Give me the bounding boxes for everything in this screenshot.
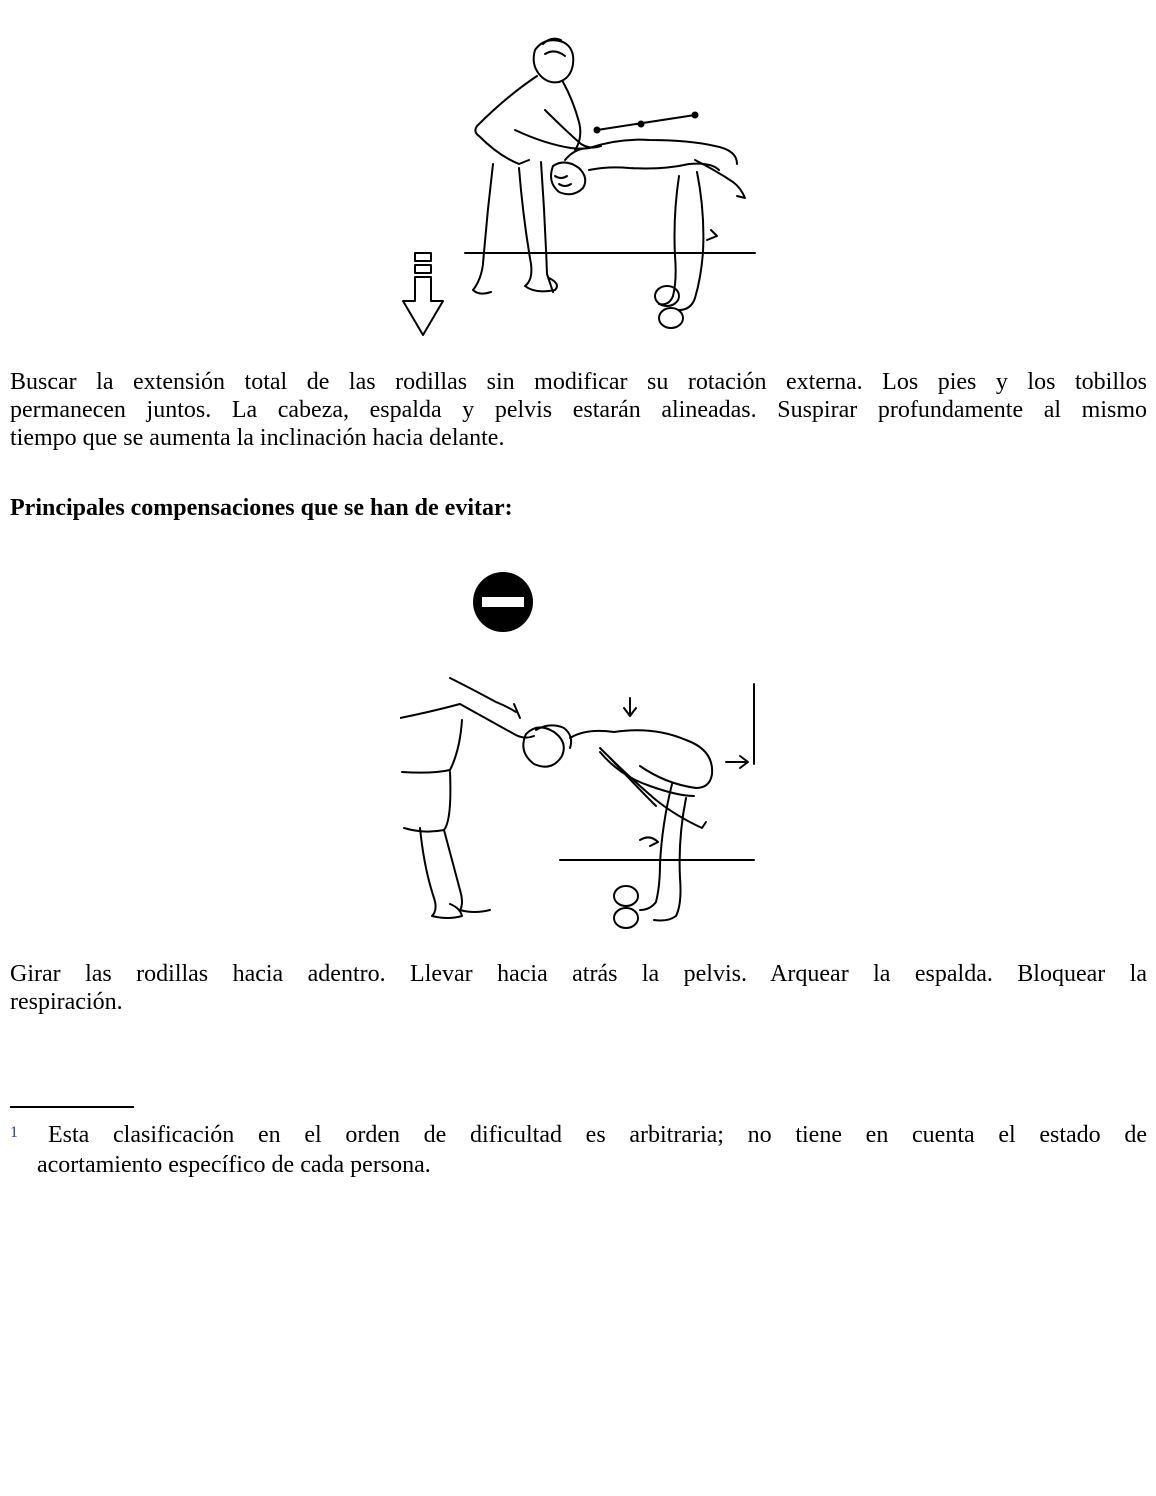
- paragraph-line: Girar las rodillas hacia adentro. Llevar hacia atrás la pelvis. Arquear la espalda. Bloquear la: [10, 961, 1147, 987]
- paragraph-line: permanecen juntos. La cabeza, espalda y pelvis estarán alineadas. Suspirar profundamente al mismo: [10, 397, 1147, 423]
- paragraph-compensations: [10, 960, 1147, 1016]
- section-heading: Principales compensaciones que se han de evitar:: [10, 495, 513, 521]
- footnote-divider: [10, 1106, 134, 1108]
- no-entry-icon: [472, 571, 534, 633]
- paragraph-line: tiempo que se aumenta la inclinación hacia delante.: [10, 425, 505, 451]
- paragraph-line: respiración.: [10, 989, 123, 1015]
- footnote-marker: 1: [10, 1124, 18, 1141]
- footnote-line: [10, 1120, 1147, 1150]
- paragraph-line: Buscar la extensión total de las rodillas sin modificar su rotación externa. Los pies y los tobillos: [10, 369, 1147, 395]
- figure-top-stretch: [395, 30, 765, 342]
- footnote-text: Esta clasificación en el orden de dificultad es arbitraria; no tiene en cuenta el estado de: [48, 1122, 1147, 1148]
- arrow-down-icon: [400, 250, 448, 340]
- footnote: [10, 1120, 1147, 1180]
- figure-bottom-compensation: [400, 668, 762, 934]
- paragraph-instructions: [10, 368, 1147, 452]
- footnote-line: acortamiento específico de cada persona.: [37, 1152, 431, 1178]
